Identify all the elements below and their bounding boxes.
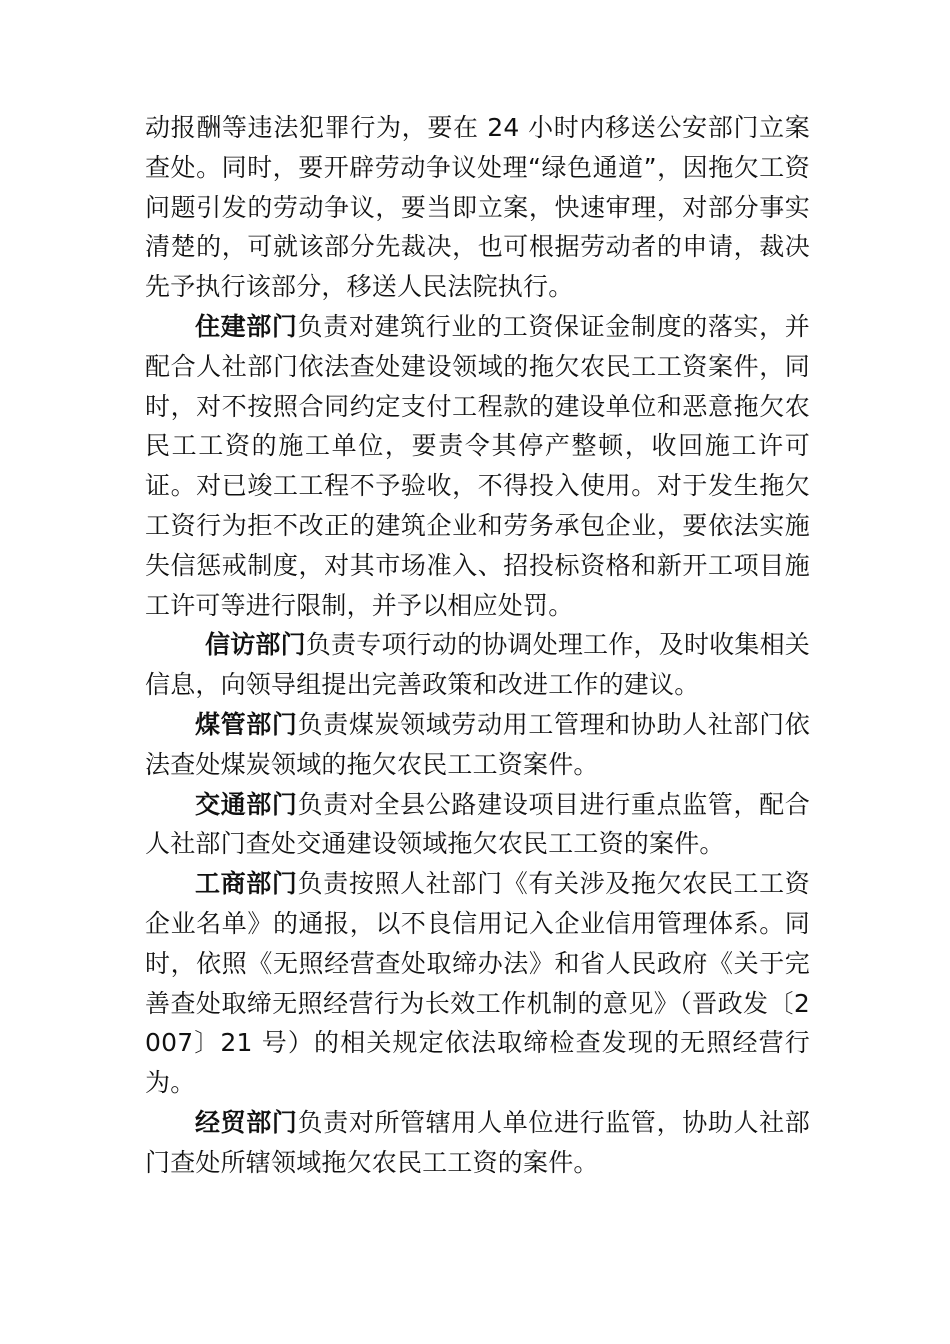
department-heading: 煤管部门: [195, 709, 298, 739]
document-page: [145, 108, 810, 1183]
paragraph-body: 负责对所管辖用人单位进行监管，协助人社部门查处所辖领域拖欠农民工工资的案件。: [145, 1107, 810, 1177]
paragraph-housing-construction: [145, 307, 810, 625]
department-heading: 信访部门: [205, 630, 306, 660]
paragraph-industry-commerce: [145, 864, 810, 1103]
paragraph-body: 负责对建筑行业的工资保证金制度的落实，并配合人社部门依法查处建设领域的拖欠农民工工资案件，同时，对不按照合同约定支付工程款的建设单位和恶意拖欠农民工工资的施工单位，要责令其停产整顿，收回施工许可证。对已竣工工程不予验收，不得投入使用。对于发生拖欠工资行为拒不改正的建筑企业和劳务承包企业，要依法实施失信惩戒制度，对其市场准入、招投标资格和新开工项目施工许可等进行限制，并予以相应处罚。: [145, 311, 810, 620]
paragraph-body: 负责煤炭领域劳动用工管理和协助人社部门依法查处煤炭领域的拖欠农民工工资案件。: [145, 709, 810, 779]
department-heading: 住建部门: [195, 311, 298, 341]
paragraph-petitions: [145, 625, 810, 705]
department-heading: 工商部门: [195, 869, 298, 899]
paragraph-economy-trade: [145, 1103, 810, 1183]
paragraph-body: 负责按照人社部门《有关涉及拖欠农民工工资企业名单》的通报，以不良信用记入企业信用管理体系。同时，依照《无照经营查处取缔办法》和省人民政府《关于完善查处取缔无照经营行为长效工作机制的意见》（晋政发〔2007〕21 号）的相关规定依法取缔检查发现的无照经营行为。: [145, 869, 810, 1098]
paragraph-continuation: [145, 108, 810, 307]
paragraph-body: 负责专项行动的协调处理工作，及时收集相关信息，向领导组提出完善政策和改进工作的建议。: [145, 630, 810, 700]
paragraph-transportation: [145, 785, 810, 865]
paragraph-coal-management: [145, 705, 810, 785]
paragraph-body: 负责对全县公路建设项目进行重点监管，配合人社部门查处交通建设领域拖欠农民工工资的案件。: [145, 789, 810, 859]
department-heading: 交通部门: [195, 789, 298, 819]
department-heading: 经贸部门: [195, 1107, 298, 1137]
paragraph-body: 动报酬等违法犯罪行为，要在 24 小时内移送公安部门立案查处。同时，要开辟劳动争议处理“绿色通道”，因拖欠工资问题引发的劳动争议，要当即立案，快速审理，对部分事实清楚的，可就该部分先裁决，也可根据劳动者的申请，裁决先予执行该部分，移送人民法院执行。: [145, 113, 810, 302]
